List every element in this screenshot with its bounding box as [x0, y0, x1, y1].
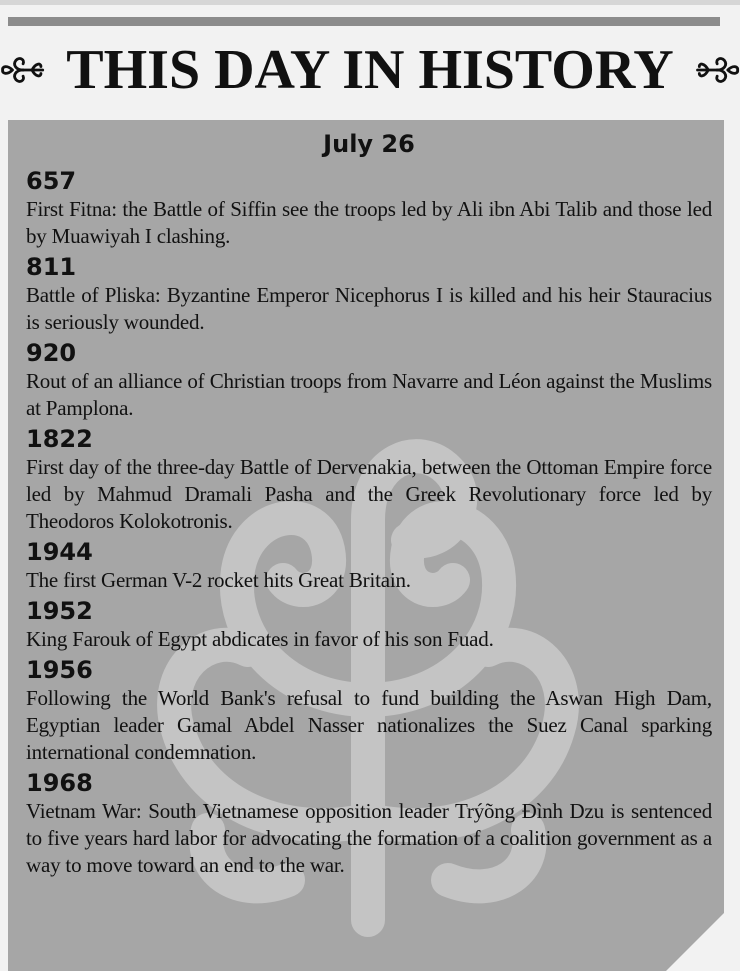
- event-text: Following the World Bank's refusal to fund building the Aswan High Dam, Egyptian leader Gamal Abdel Nasser nationalizes the Suez Canal sparking international condemnation.: [26, 686, 712, 764]
- history-panel: [8, 120, 724, 971]
- event-entry: [26, 768, 712, 879]
- event-entry: [26, 537, 712, 594]
- events-content: [26, 128, 712, 879]
- event-year: 811: [26, 253, 77, 281]
- page-fold: [666, 913, 724, 971]
- event-text: Vietnam War: South Vietnamese opposition leader Trýõng Đình Dzu is sentenced to five years hard labor for advocating the formation of a coalition government as a way to move toward an end to the war.: [26, 799, 712, 877]
- event-year: 657: [26, 167, 77, 195]
- top-border: [0, 0, 740, 5]
- floral-ornament-icon: [0, 50, 46, 90]
- event-text: Battle of Pliska: Byzantine Emperor Nicephorus I is killed and his heir Stauracius is seriously wounded.: [26, 283, 712, 334]
- event-year: 1968: [26, 769, 93, 797]
- event-text: First day of the three-day Battle of Dervenakia, between the Ottoman Empire force led by Mahmud Dramali Pasha and the Greek Revolutionary force led by Theodoros Kolokotronis.: [26, 455, 712, 533]
- event-entry: [26, 166, 712, 250]
- event-text: The first German V-2 rocket hits Great Britain.: [26, 568, 411, 592]
- event-text: First Fitna: the Battle of Siffin see the troops led by Ali ibn Abi Talib and those led by Muawiyah I clashing.: [26, 197, 712, 248]
- page-title: THIS DAY IN HISTORY: [66, 39, 674, 101]
- event-entry: [26, 655, 712, 766]
- event-entry: [26, 338, 712, 422]
- event-entry: [26, 252, 712, 336]
- event-year: 920: [26, 339, 77, 367]
- header-rule: [8, 17, 720, 26]
- event-year: 1944: [26, 538, 93, 566]
- header: [0, 34, 740, 106]
- event-text: Rout of an alliance of Christian troops from Navarre and Léon against the Muslims at Pamplona.: [26, 369, 712, 420]
- event-year: 1952: [26, 597, 93, 625]
- event-entry: [26, 596, 712, 653]
- event-text: King Farouk of Egypt abdicates in favor of his son Fuad.: [26, 627, 494, 651]
- event-entry: [26, 424, 712, 535]
- floral-ornament-icon: [694, 50, 740, 90]
- event-year: 1956: [26, 656, 93, 684]
- date-heading: July 26: [323, 130, 415, 158]
- event-year: 1822: [26, 425, 93, 453]
